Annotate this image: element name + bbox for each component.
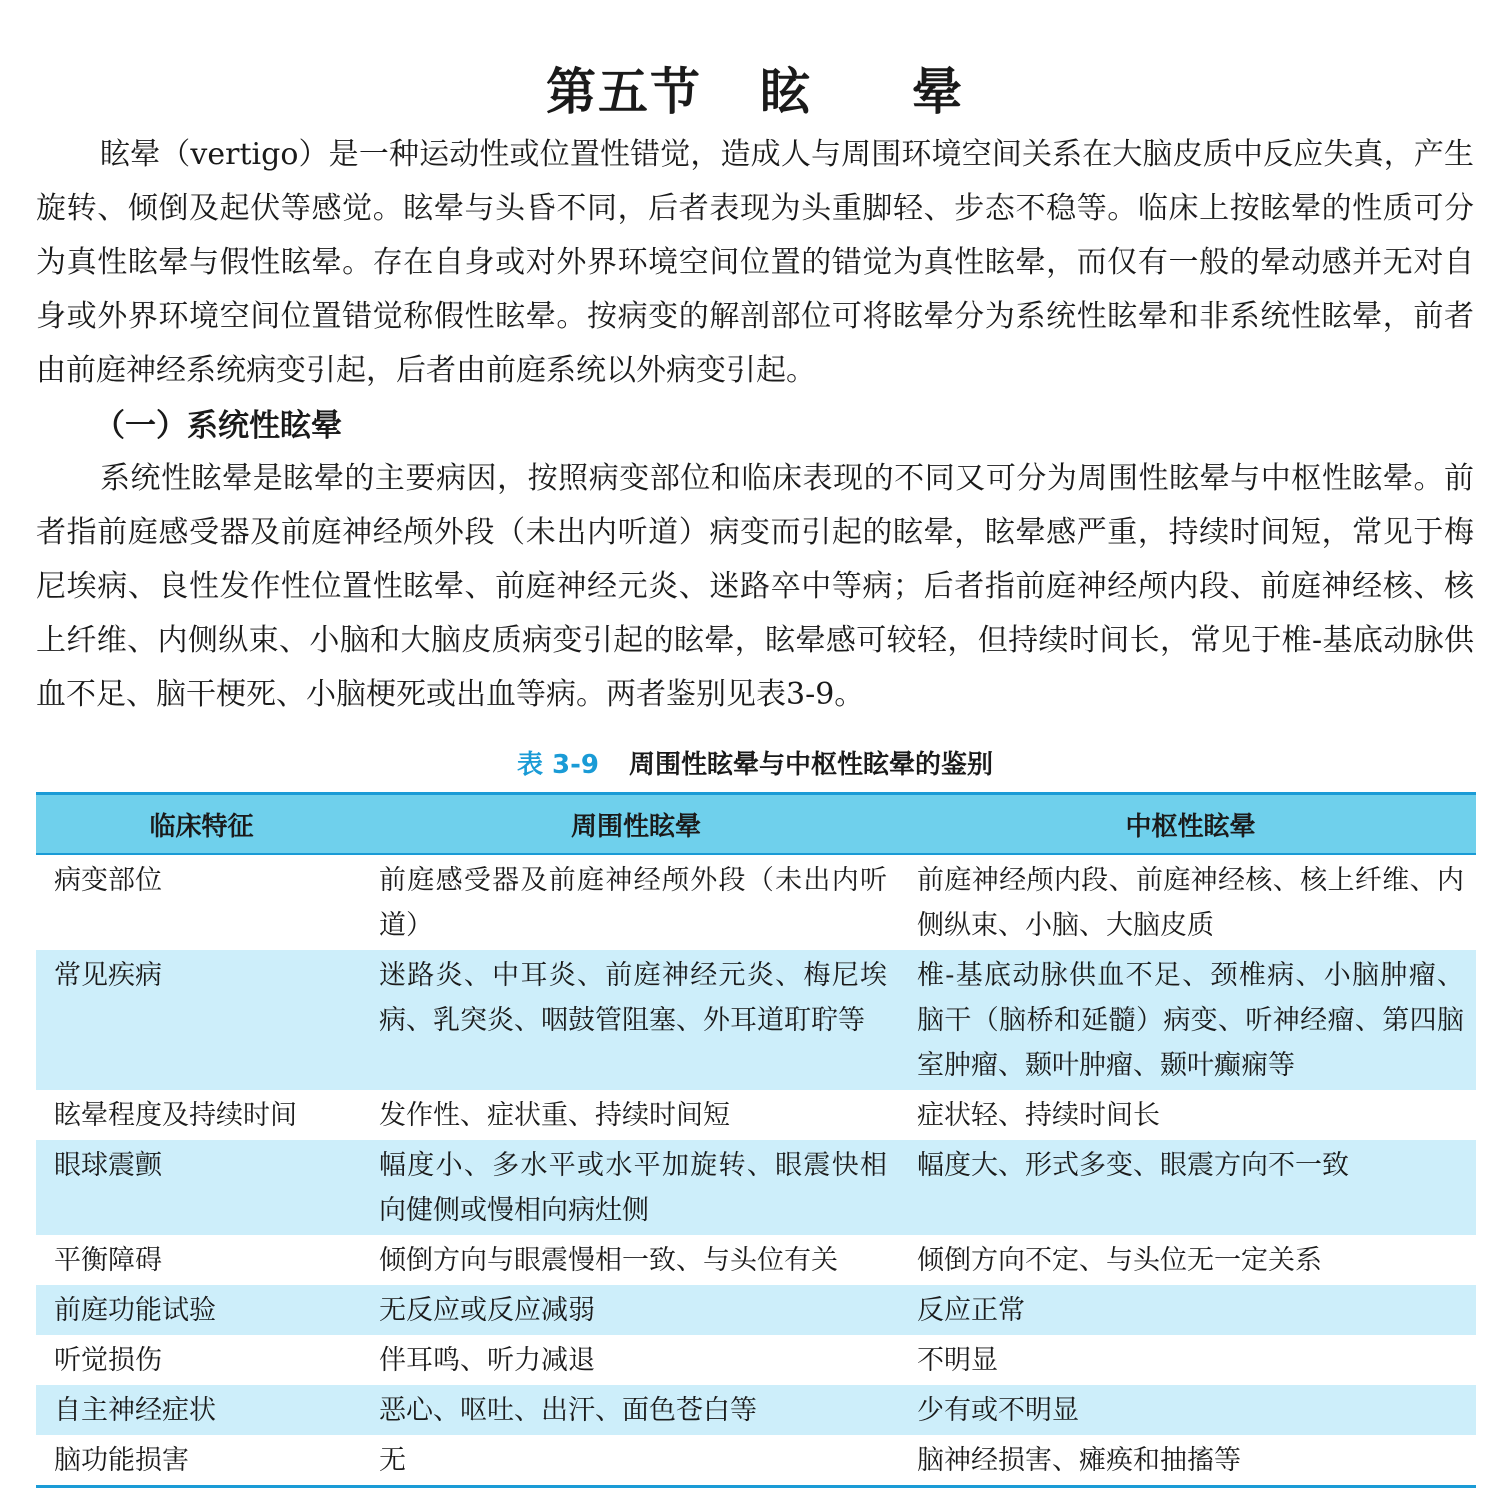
table-row xyxy=(36,854,1476,950)
row-central: 前庭神经颅内段、前庭神经核、核上纤维、内侧纵束、小脑、大脑皮质 xyxy=(917,865,1464,941)
row-feature: 脑功能损害 xyxy=(36,1435,367,1487)
row-central: 幅度大、形式多变、眼震方向不一致 xyxy=(917,1150,1349,1181)
row-peripheral: 伴耳鸣、听力减退 xyxy=(379,1345,595,1376)
row-peripheral: 发作性、症状重、持续时间短 xyxy=(379,1100,730,1131)
row-feature: 听觉损伤 xyxy=(54,1345,162,1376)
title-char-2: 晕 xyxy=(912,62,964,121)
row-feature: 病变部位 xyxy=(54,865,162,896)
row-central: 症状轻、持续时间长 xyxy=(917,1100,1160,1131)
row-peripheral: 倾倒方向与眼震慢相一致、与头位有关 xyxy=(379,1245,838,1276)
row-peripheral: 幅度小、多水平或水平加旋转、眼震快相向健侧或慢相向病灶侧 xyxy=(379,1150,887,1226)
row-central: 脑神经损害、瘫痪和抽搐等 xyxy=(905,1435,1476,1487)
title-char-1: 眩 xyxy=(760,62,812,121)
table-row xyxy=(36,1435,1476,1487)
row-central: 不明显 xyxy=(917,1345,998,1376)
row-feature: 常见疾病 xyxy=(54,960,162,991)
row-feature: 眼球震颤 xyxy=(54,1150,162,1181)
table-caption-number: 表 3-9 xyxy=(516,750,599,780)
row-feature: 平衡障碍 xyxy=(54,1245,162,1276)
row-peripheral: 前庭感受器及前庭神经颅外段（未出内听道） xyxy=(379,865,887,941)
title-section-number: 第五节 xyxy=(546,62,702,121)
table-row xyxy=(36,1385,1476,1435)
row-feature: 前庭功能试验 xyxy=(54,1295,216,1326)
row-peripheral: 无 xyxy=(367,1435,905,1487)
intro-paragraph: 眩晕（vertigo）是一种运动性或位置性错觉，造成人与周围环境空间关系在大脑皮质中反应失真，产生旋转、倾倒及起伏等感觉。眩晕与头昏不同，后者表现为头重脚轻、步态不稳等。临床上按眩晕的性质可分为真性眩晕与假性眩晕。存在自身或对外界环境空间位置的错觉为真性眩晕，而仅有一般的晕动感并无对自身或外界环境空间位置错觉称假性眩晕。按病变的解剖部位可将眩晕分为系统性眩晕和非系统性眩晕，前者由前庭神经系统病变引起，后者由前庭系统以外病变引起。 xyxy=(36,137,1474,388)
table-row xyxy=(36,1335,1476,1385)
table-caption xyxy=(0,744,1510,781)
header-peripheral: 周围性眩晕 xyxy=(367,794,905,855)
vertigo-differentiation-table xyxy=(36,792,1476,1488)
row-peripheral: 迷路炎、中耳炎、前庭神经元炎、梅尼埃病、乳突炎、咽鼓管阻塞、外耳道耵聍等 xyxy=(379,960,887,1036)
row-central: 反应正常 xyxy=(917,1295,1025,1326)
row-central: 椎-基底动脉供血不足、颈椎病、小脑肿瘤、脑干（脑桥和延髓）病变、听神经瘤、第四脑室肿瘤、颞叶肿瘤、颞叶癫痫等 xyxy=(917,960,1464,1081)
systemic-vertigo-paragraph: 系统性眩晕是眩晕的主要病因，按照病变部位和临床表现的不同又可分为周围性眩晕与中枢性眩晕。前者指前庭感受器及前庭神经颅外段（未出内听道）病变而引起的眩晕，眩晕感严重，持续时间短，常见于梅尼埃病、良性发作性位置性眩晕、前庭神经元炎、迷路卒中等病；后者指前庭神经颅内段、前庭神经核、核上纤维、内侧纵束、小脑和大脑皮质病变引起的眩晕，眩晕感可较轻，但持续时间长，常见于椎-基底动脉供血不足、脑干梗死、小脑梗死或出血等病。两者鉴别见表3-9。 xyxy=(36,461,1474,712)
table-row xyxy=(36,1235,1476,1285)
header-feature: 临床特征 xyxy=(36,794,367,855)
row-feature: 眩晕程度及持续时间 xyxy=(54,1100,297,1131)
table-row xyxy=(36,1140,1476,1235)
section-title xyxy=(0,52,1510,124)
row-central: 倾倒方向不定、与头位无一定关系 xyxy=(917,1245,1322,1276)
table-row xyxy=(36,950,1476,1090)
subsection-heading: （一）系统性眩晕 xyxy=(94,408,342,444)
table-row xyxy=(36,1285,1476,1335)
row-peripheral: 恶心、呕吐、出汗、面色苍白等 xyxy=(379,1395,757,1426)
table-caption-title: 周围性眩晕与中枢性眩晕的鉴别 xyxy=(629,750,994,780)
row-central: 少有或不明显 xyxy=(917,1395,1079,1426)
table-row xyxy=(36,1090,1476,1140)
table-header-row xyxy=(36,794,1476,855)
header-central: 中枢性眩晕 xyxy=(905,794,1476,855)
row-feature: 自主神经症状 xyxy=(54,1395,216,1426)
row-peripheral: 无反应或反应减弱 xyxy=(379,1295,595,1326)
